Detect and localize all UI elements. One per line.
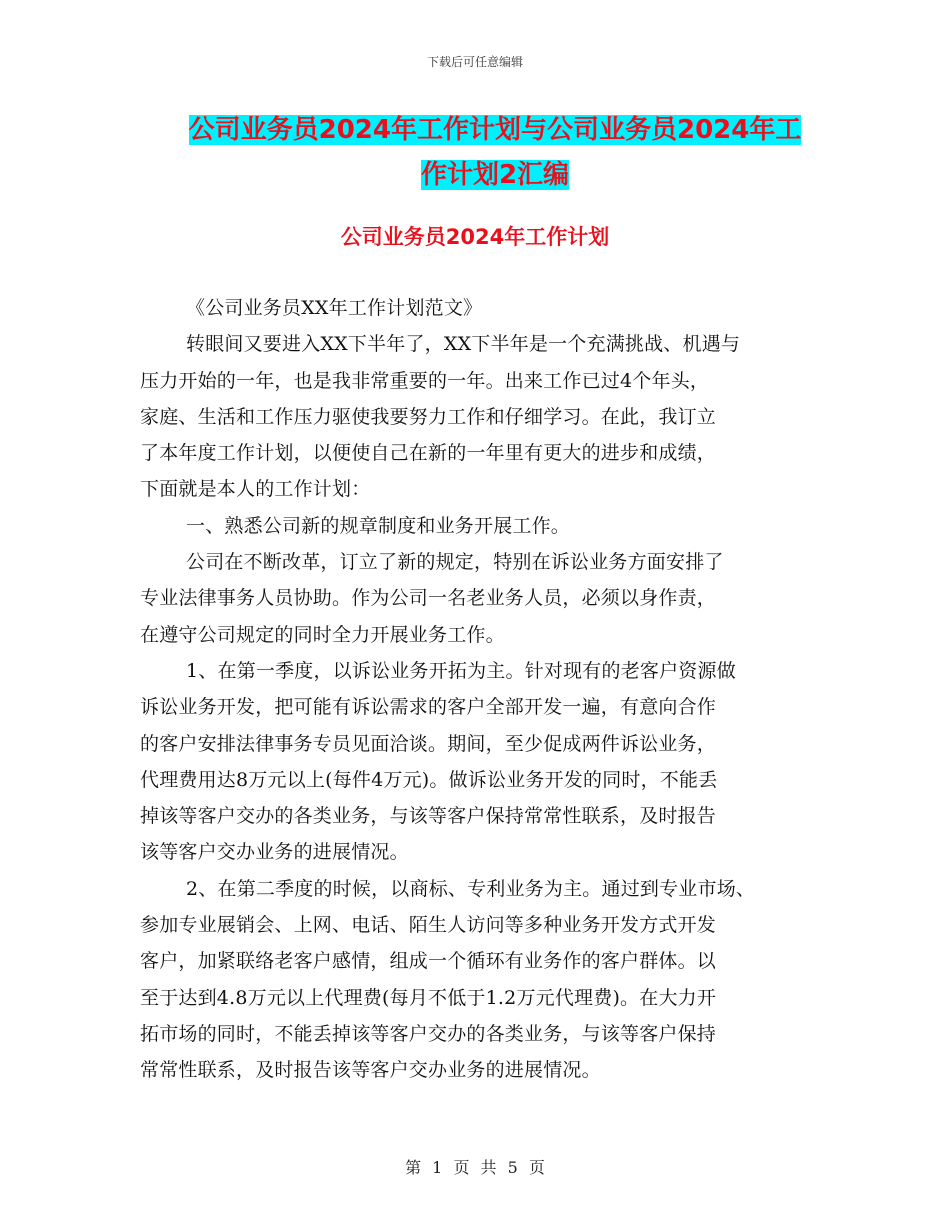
paragraph-line: 转眼间又要进入XX下半年了，XX下半年是一个充满挑战、机遇与 — [186, 333, 741, 356]
paragraph-line: 掉该等客户交办的各类业务，与该等客户保持常常性联系，及时报告 — [140, 805, 717, 828]
page-footer: 第 1 页 共 5 页 — [405, 1158, 545, 1177]
paragraph-line: 代理费用达8万元以上(每件4万元)。做诉讼业务开发的同时，不能丢 — [140, 768, 718, 791]
paragraph-line: 在遵守公司规定的同时全力开展业务工作。 — [140, 623, 505, 646]
title-line-2: 作计划2汇编 — [420, 160, 570, 190]
paragraph-line: 常常性联系，及时报告该等客户交办业务的进展情况。 — [140, 1059, 601, 1082]
paragraph-line: 诉讼业务开发，把可能有诉讼需求的客户全部开发一遍，有意向合作 — [140, 696, 717, 719]
document-title — [175, 108, 815, 198]
paragraph-line: 公司在不断改革，订立了新的规定，特别在诉讼业务方面安排了 — [186, 551, 724, 574]
paragraph-line: 参加专业展销会、上网、电话、陌生人访问等多种业务开发方式开发 — [140, 914, 717, 937]
paragraph-line: 家庭、生活和工作压力驱使我要努力工作和仔细学习。在此，我订立 — [140, 405, 717, 428]
paragraph-line: 拓市场的同时，不能丢掉该等客户交办的各类业务，与该等客户保持 — [140, 1022, 717, 1045]
paragraph-line: 了本年度工作计划，以便使自己在新的一年里有更大的进步和成绩， — [140, 442, 717, 465]
paragraph-line: 客户，加紧联络老客户感情，组成一个循环有业务作的客户群体。以 — [140, 950, 717, 973]
paragraph-line: 1、在第一季度，以诉讼业务开拓为主。针对现有的老客户资源做 — [186, 659, 736, 682]
paragraph-line: 《公司业务员XX年工作计划范文》 — [186, 297, 483, 319]
paragraph-line: 至于达到4.8万元以上代理费(每月不低于1.2万元代理费)。在大力开 — [140, 986, 717, 1009]
paragraph-line: 压力开始的一年，也是我非常重要的一年。出来工作已过4个年头， — [140, 369, 710, 392]
paragraph-line: 专业法律事务人员协助。作为公司一名老业务人员，必须以身作责， — [140, 587, 717, 610]
paragraph-line: 一、熟悉公司新的规章制度和业务开展工作。 — [186, 514, 571, 537]
title-line-1: 公司业务员2024年工作计划与公司业务员2024年工 — [188, 115, 802, 145]
paragraph-line: 该等客户交办业务的进展情况。 — [140, 841, 409, 864]
paragraph-line: 的客户安排法律事务专员见面洽谈。期间，至少促成两件诉讼业务， — [140, 732, 717, 755]
body-text — [140, 290, 830, 1089]
paragraph-line: 2、在第二季度的时候，以商标、专利业务为主。通过到专业市场、 — [186, 877, 756, 900]
paragraph-line: 下面就是本人的工作计划： — [140, 478, 371, 501]
header-note: 下载后可任意编辑 — [426, 55, 523, 69]
section-title: 公司业务员2024年工作计划 — [340, 225, 610, 249]
